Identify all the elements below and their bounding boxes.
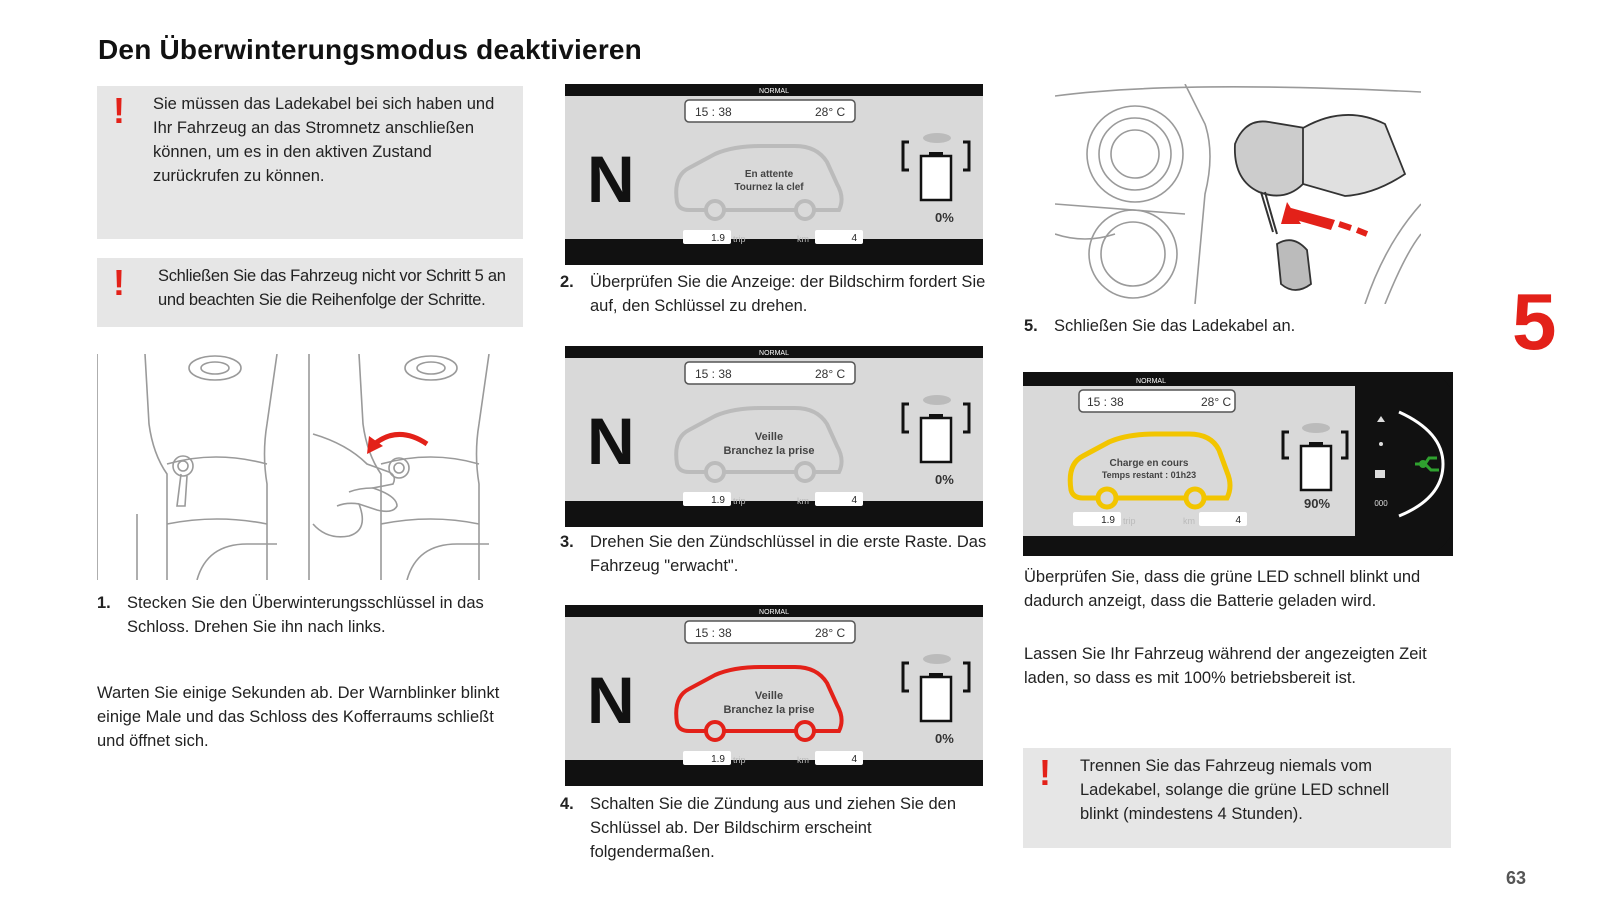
km-label: km [797, 496, 809, 506]
step-number: 4. [560, 795, 574, 813]
clock-readout: 15 : 38 [695, 626, 732, 640]
temperature-readout: 28° C [1201, 395, 1232, 409]
step-text: Schließen Sie das Ladekabel an. [1054, 317, 1296, 335]
step-text: Schalten Sie die Zündung aus und ziehen Sie den Schlüssel ab. Der Bildschirm erscheint folgendermaßen. [590, 795, 957, 861]
battery-percent: 90% [1303, 496, 1331, 511]
paragraph-charge-time: Lassen Sie Ihr Fahrzeug während der angezeigten Zeit laden, so dass es mit 100% betriebsbereit ist. [1024, 645, 1427, 687]
gear-indicator: N [587, 663, 635, 737]
trip-label: trip [1123, 516, 1136, 526]
battery-percent: 0% [935, 472, 954, 487]
battery-percent: 0% [935, 731, 954, 746]
paragraph-wait: Warten Sie einige Sekunden ab. Der Warnblinker blinkt einige Male und das Schloss des Kofferraums schließt und öffnet sich. [97, 684, 500, 750]
dashboard-display-2 [565, 346, 983, 527]
charge-plug-illustration [1055, 84, 1421, 304]
status-line-2: Tournez la clef [734, 182, 804, 193]
warning-icon: ! [113, 262, 125, 303]
step-5 [1024, 314, 1444, 338]
trip-readout: 1.9 [711, 495, 725, 506]
status-line-2: Temps restant : 01h23 [1101, 470, 1197, 480]
step-text: Überprüfen Sie die Anzeige: der Bildschirm fordert Sie auf, den Schlüssel zu drehen. [590, 273, 986, 315]
mode-label: NORMAL [759, 88, 789, 95]
temperature-readout: 28° C [815, 626, 846, 640]
step-number: 5. [1024, 317, 1038, 335]
warning-box-order [97, 258, 523, 327]
paragraph-led: Überprüfen Sie, dass die grüne LED schnell blinkt und dadurch anzeigt, dass die Batterie geladen wird. [1024, 568, 1421, 610]
trip-readout: 1.9 [1101, 515, 1115, 526]
step-4 [560, 792, 990, 864]
step-1 [97, 591, 527, 639]
trip-readout: 1.9 [711, 233, 725, 244]
chapter-number: 5 [1512, 277, 1557, 366]
temperature-readout: 28° C [815, 105, 846, 119]
side-indicator-label: 000 [1374, 499, 1388, 508]
clock-readout: 15 : 38 [1087, 395, 1124, 409]
warning-icon: ! [113, 90, 125, 131]
status-line-2: Branchez la prise [723, 445, 815, 457]
step-number: 2. [560, 273, 574, 291]
km-readout: 4 [1235, 515, 1241, 526]
clock-readout: 15 : 38 [695, 105, 732, 119]
warning-text: Schließen Sie das Fahrzeug nicht vor Schritt 5 an und beachten Sie die Reihenfolge der Schritte. [158, 267, 506, 309]
warning-text: Trennen Sie das Fahrzeug niemals vom Ladekabel, solange die grüne LED schnell blinkt (mindestens 4 Stunden). [1080, 757, 1390, 823]
warning-box-disconnect [1023, 748, 1451, 848]
warning-box-cable [97, 86, 523, 239]
step-text: Stecken Sie den Überwinterungsschlüssel in das Schloss. Drehen Sie ihn nach links. [127, 594, 484, 636]
km-readout: 4 [851, 233, 857, 244]
dashboard-display-3 [565, 605, 983, 786]
mode-label: NORMAL [759, 609, 789, 616]
status-line-1: En attente [744, 169, 794, 180]
mode-label: NORMAL [1136, 378, 1166, 385]
trip-label: trip [733, 234, 746, 244]
battery-percent: 0% [935, 210, 954, 225]
page-title: Den Überwinterungsmodus deaktivieren [98, 34, 642, 65]
km-label: km [797, 755, 809, 765]
km-label: km [797, 234, 809, 244]
trip-label: trip [733, 496, 746, 506]
warning-icon: ! [1039, 752, 1051, 793]
step-2 [560, 270, 990, 318]
dashboard-display-1 [565, 84, 983, 265]
step-number: 3. [560, 533, 574, 551]
mode-label: NORMAL [759, 350, 789, 357]
dashboard-display-charging [1023, 372, 1453, 556]
warning-text: Sie müssen das Ladekabel bei sich haben und Ihr Fahrzeug an das Stromnetz anschließen können, um es in den aktiven Zustand zurückrufen zu können. [153, 95, 495, 185]
trip-label: trip [733, 755, 746, 765]
temperature-readout: 28° C [815, 367, 846, 381]
km-label: km [1183, 516, 1195, 526]
step-3 [560, 530, 990, 578]
status-line-2: Branchez la prise [723, 704, 815, 716]
step-number: 1. [97, 594, 111, 612]
status-line-1: Veille [754, 431, 784, 443]
page-number: 63 [1506, 868, 1527, 888]
step-text: Drehen Sie den Zündschlüssel in die erste Raste. Das Fahrzeug "erwacht". [590, 533, 987, 575]
trip-readout: 1.9 [711, 754, 725, 765]
km-readout: 4 [851, 495, 857, 506]
gear-indicator: N [587, 404, 635, 478]
gear-indicator: N [587, 142, 635, 216]
status-line-1: Charge en cours [1109, 458, 1189, 469]
km-readout: 4 [851, 754, 857, 765]
key-lock-illustration [97, 354, 521, 580]
clock-readout: 15 : 38 [695, 367, 732, 381]
status-line-1: Veille [754, 690, 784, 702]
